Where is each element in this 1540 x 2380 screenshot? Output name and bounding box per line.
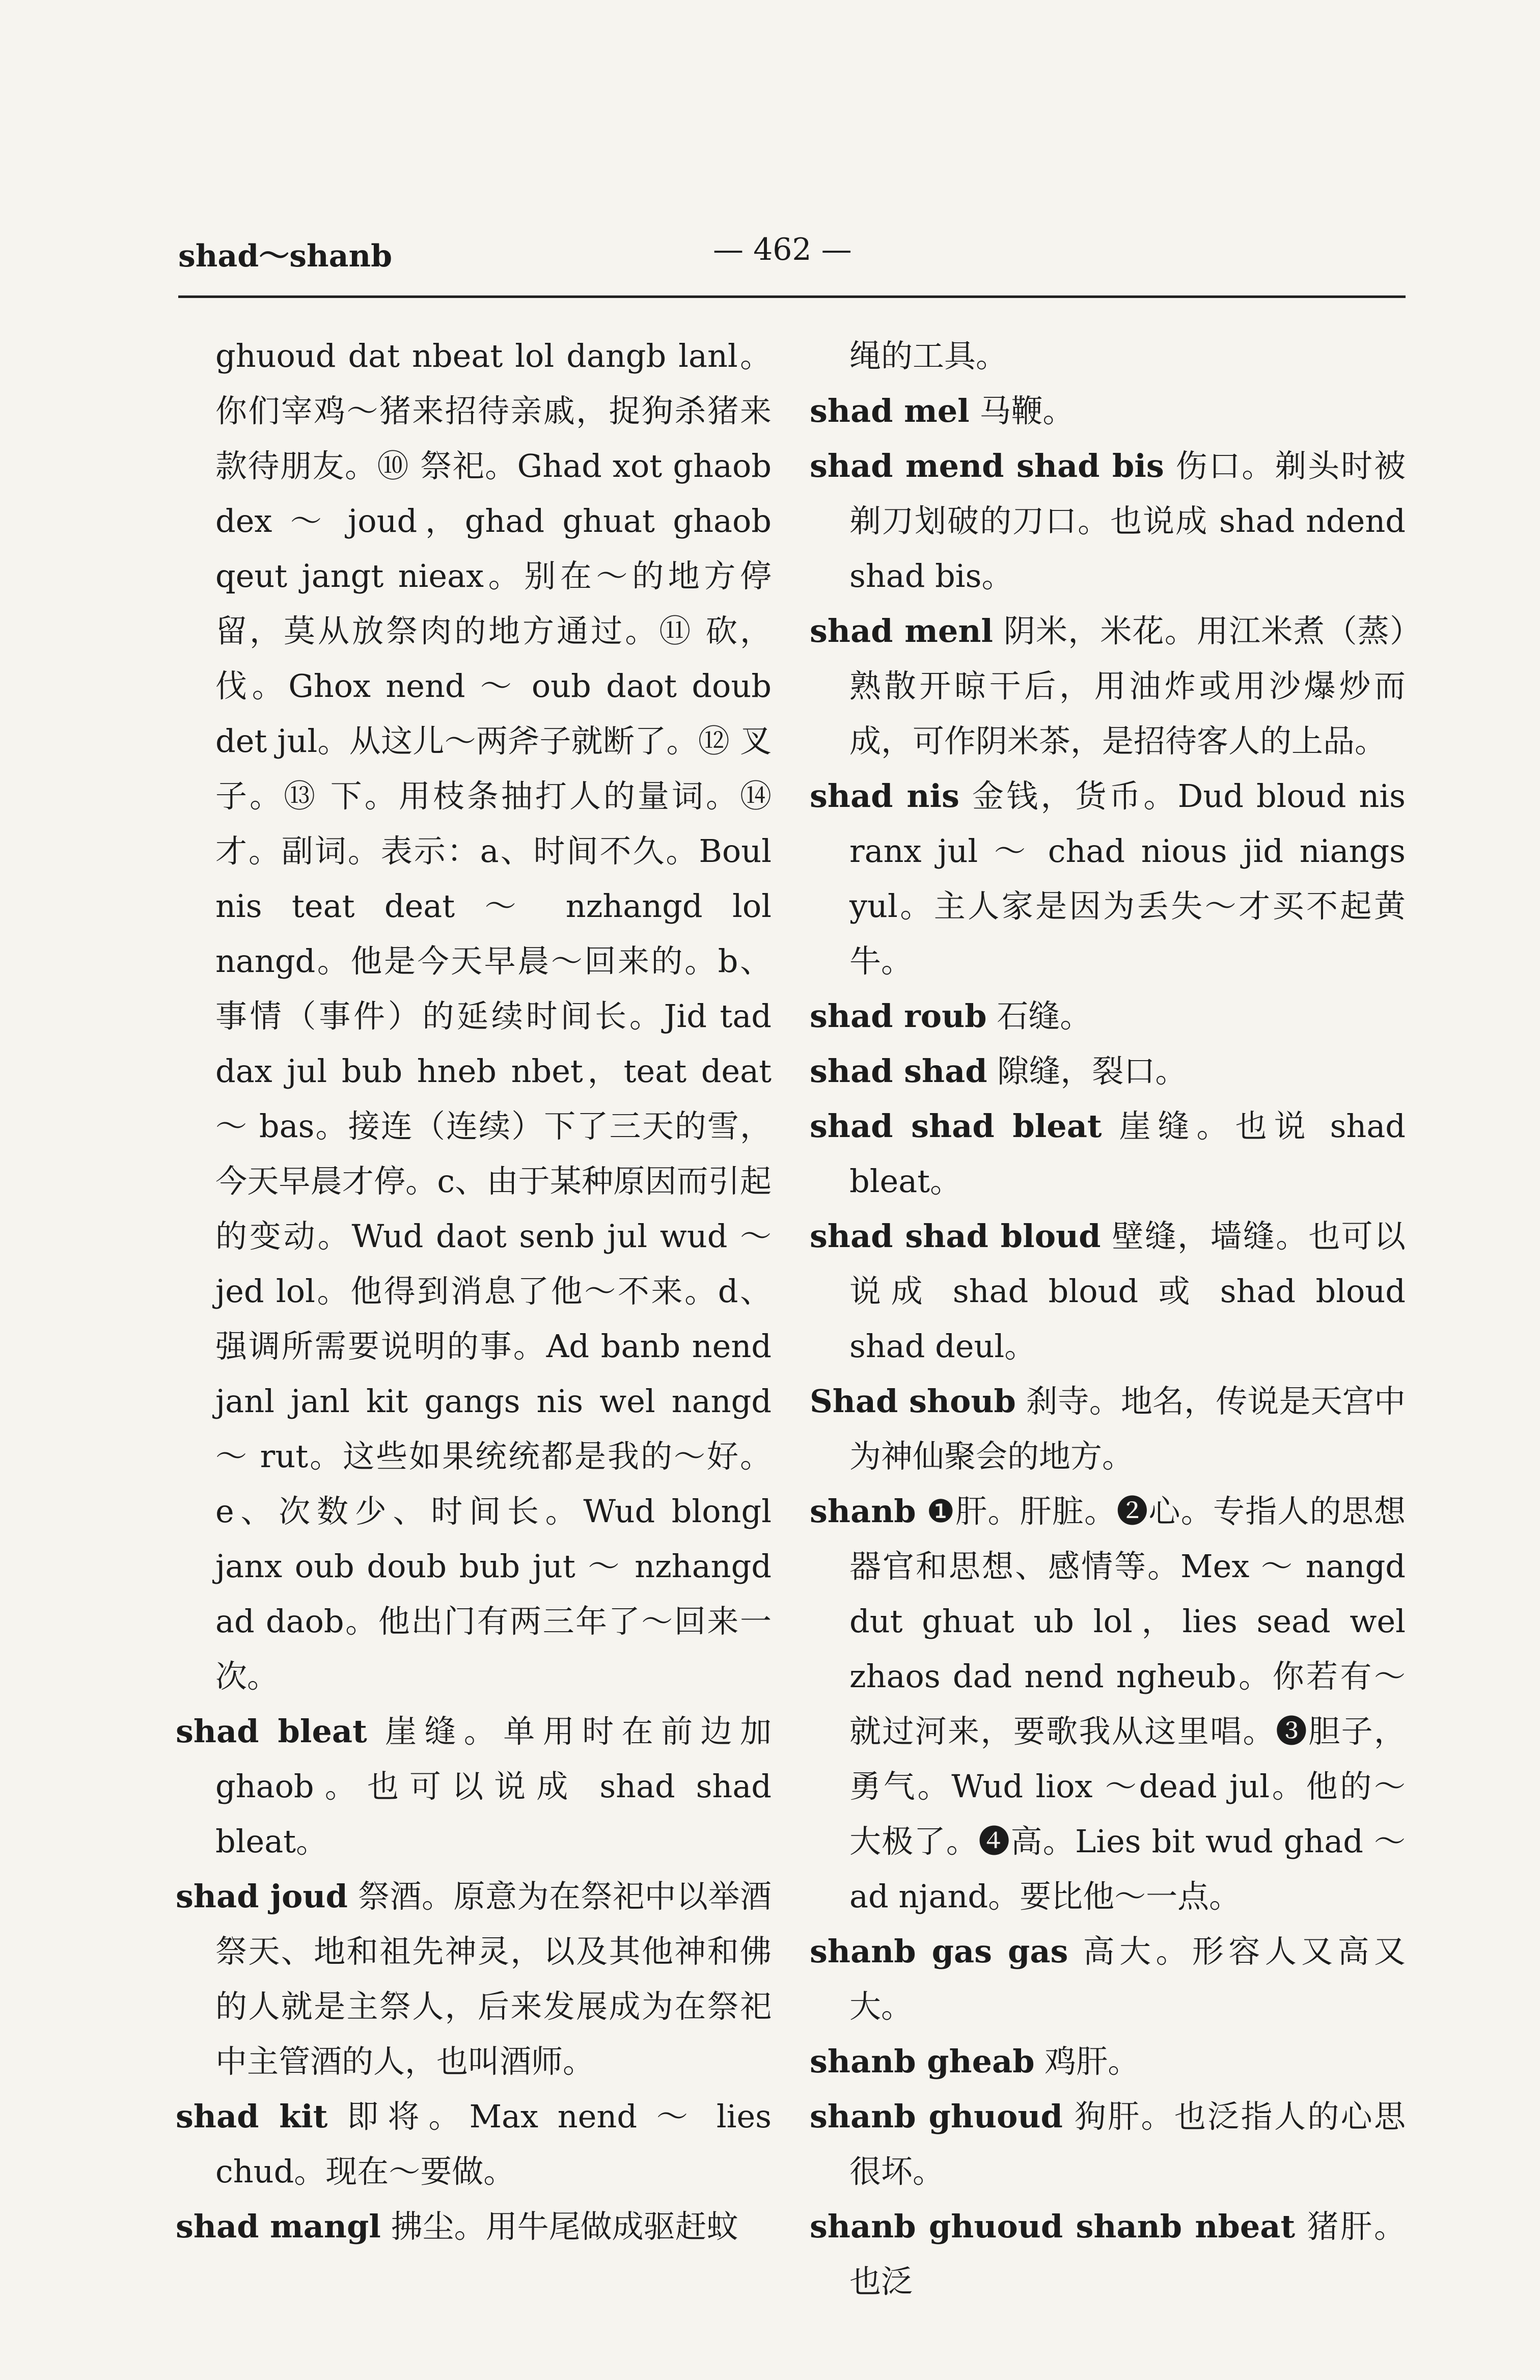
entry-headword: shad mel [810,392,970,429]
entry [810,1209,1406,1374]
entry-definition: 壁缝，墙缝。也可以说成 shad bloud 或 shad bloud shad deul。 [849,1218,1406,1365]
entry [810,1044,1406,1099]
running-head: shad～shanb [178,238,393,274]
entry [810,1924,1406,2034]
entry-definition: 狗肝。也泛指人的心思很坏。 [849,2098,1406,2190]
header-rule [178,295,1406,298]
entry-headword: shanb [810,1493,916,1530]
entry [810,384,1406,439]
entry-headword: shad shad bleat [810,1107,1102,1145]
entry-continuation [810,329,1406,384]
entry-headword: shanb ghuoud [810,2098,1063,2135]
entry-continuation-text: ghuoud dat nbeat lol dangb lanl。你们宰鸡～猪来招待亲戚，捉狗杀猪来款待朋友。⑩ 祭祀。Ghad xot ghaob dex ～ joud，ghad ghuat ghaob qeut jangt nieax。别在～的地方停留，莫从放祭肉的地方通过。⑪ 砍，伐。Ghox nend ～ oub daot doub det jul。从这儿～两斧子就断了。⑫ 叉子。⑬ 下。用枝条抽打人的量词。⑭ 才。副词。表示：a、时间不久。Boul nis teat deat ～ nzhangd lol nangd。他是今天早晨～回来的。b、事情（事件）的延续时间长。Jid tad dax jul bub hneb nbet，teat deat ～ bas。接连（连续）下了三天的雪，今天早晨才停。c、由于某种原因而引起的变动。Wud daot senb jul wud ～ jed lol。他得到消息了他～不来。d、强调所需要说明的事。Ad banb nend janl janl kit gangs nis wel nangd ～ rut。这些如果统统都是我的～好。e、次数少、时间长。Wud blongl janx oub doub bub jut ～ nzhangd ad daob。他出门有两三年了～回来一次。 [215,337,772,1695]
entry-headword: shanb gas gas [810,1933,1068,1970]
entry [810,769,1406,989]
entry-definition: 石缝。 [986,997,1092,1035]
entry-headword: shad mend shad bis [810,447,1164,484]
entry-definition: 金钱，货币。Dud bloud nis ranx jul ～ chad nious jid niangs yul。主人家是因为丢失～才买不起黄牛。 [849,777,1406,980]
entry [810,2199,1406,2309]
entry-definition: 猪肝。也泛 [849,2208,1406,2300]
entry-definition: 拂尘。用牛尾做成驱赶蚊 [380,2208,738,2245]
entry [176,2199,772,2254]
entry-continuation-text: 绳的工具。 [849,337,1008,374]
entry-definition: 马鞭。 [969,392,1075,429]
entry [810,439,1406,604]
entry-headword: shad nis [810,777,959,815]
entry-definition: 高大。形容人又高又大。 [849,1933,1406,2025]
page-number: — 462 — [713,232,852,267]
entry-definition: 崖缝。也说 shad bleat。 [849,1107,1406,1200]
entry-definition: 阴米，米花。用江米煮（蒸）熟散开晾干后，用油炸或用沙爆炒而成，可作阴米茶，是招待客人的上品。 [849,612,1406,760]
left-column [176,329,772,2325]
entry-definition: 崖缝。单用时在前边加 ghaob。也可以说成 shad shad bleat。 [215,1713,772,1860]
entry-headword: shad kit [176,2098,328,2135]
entry-definition: 即将。Max nend ～ lies chud。现在～要做。 [215,2098,772,2190]
entry-definition: 伤口。剃头时被剃刀划破的刀口。也说成 shad ndend shad bis。 [849,447,1406,594]
entry-definition: 刹寺。地名，传说是天宫中为神仙聚会的地方。 [849,1383,1406,1475]
entry-headword: shad shad [810,1052,987,1090]
entry-headword: shad menl [810,612,993,650]
entry-headword: shad roub [810,997,987,1035]
entry-definition: 鸡肝。 [1034,2043,1140,2080]
entry-headword: shad shad bloud [810,1218,1101,1255]
entry [810,2089,1406,2199]
entry-definition: 祭酒。原意为在祭祀中以举酒祭天、地和祖先神灵，以及其他神和佛的人就是主祭人，后来发展成为在祭祀中主管酒的人，也叫酒师。 [215,1878,772,2080]
entry [810,1099,1406,1209]
entry [176,1704,772,1869]
entry-headword: shanb gheab [810,2043,1035,2080]
entry-continuation [176,329,772,1704]
entry [810,989,1406,1044]
entry-headword: shad mangl [176,2208,381,2245]
entry [810,1374,1406,1484]
page-header [178,232,1406,283]
entry-headword: shanb ghuoud shanb nbeat [810,2208,1296,2245]
right-column [810,329,1406,2325]
entry [810,2034,1406,2089]
entry [810,604,1406,769]
entry-definition: ❶肝。肝脏。❷心。专指人的思想器官和思想、感情等。Mex ～ nangd dut ghuat ub lol，lies sead wel zhaos dad nend ngheub。你若有～就过河来，要歌我从这里唱。❸胆子，勇气。Wud liox ～dead jul。他的～大极了。❹高。Lies bit wud ghad ～ ad njand。要比他～一点。 [849,1493,1406,1915]
entry [176,2089,772,2199]
entry-definition: 隙缝，裂口。 [987,1052,1187,1090]
entry [176,1869,772,2089]
entry-headword: shad bleat [176,1713,367,1750]
entry-headword: shad joud [176,1878,348,1915]
entry [810,1484,1406,1924]
entry-headword: Shad shoub [810,1383,1016,1420]
